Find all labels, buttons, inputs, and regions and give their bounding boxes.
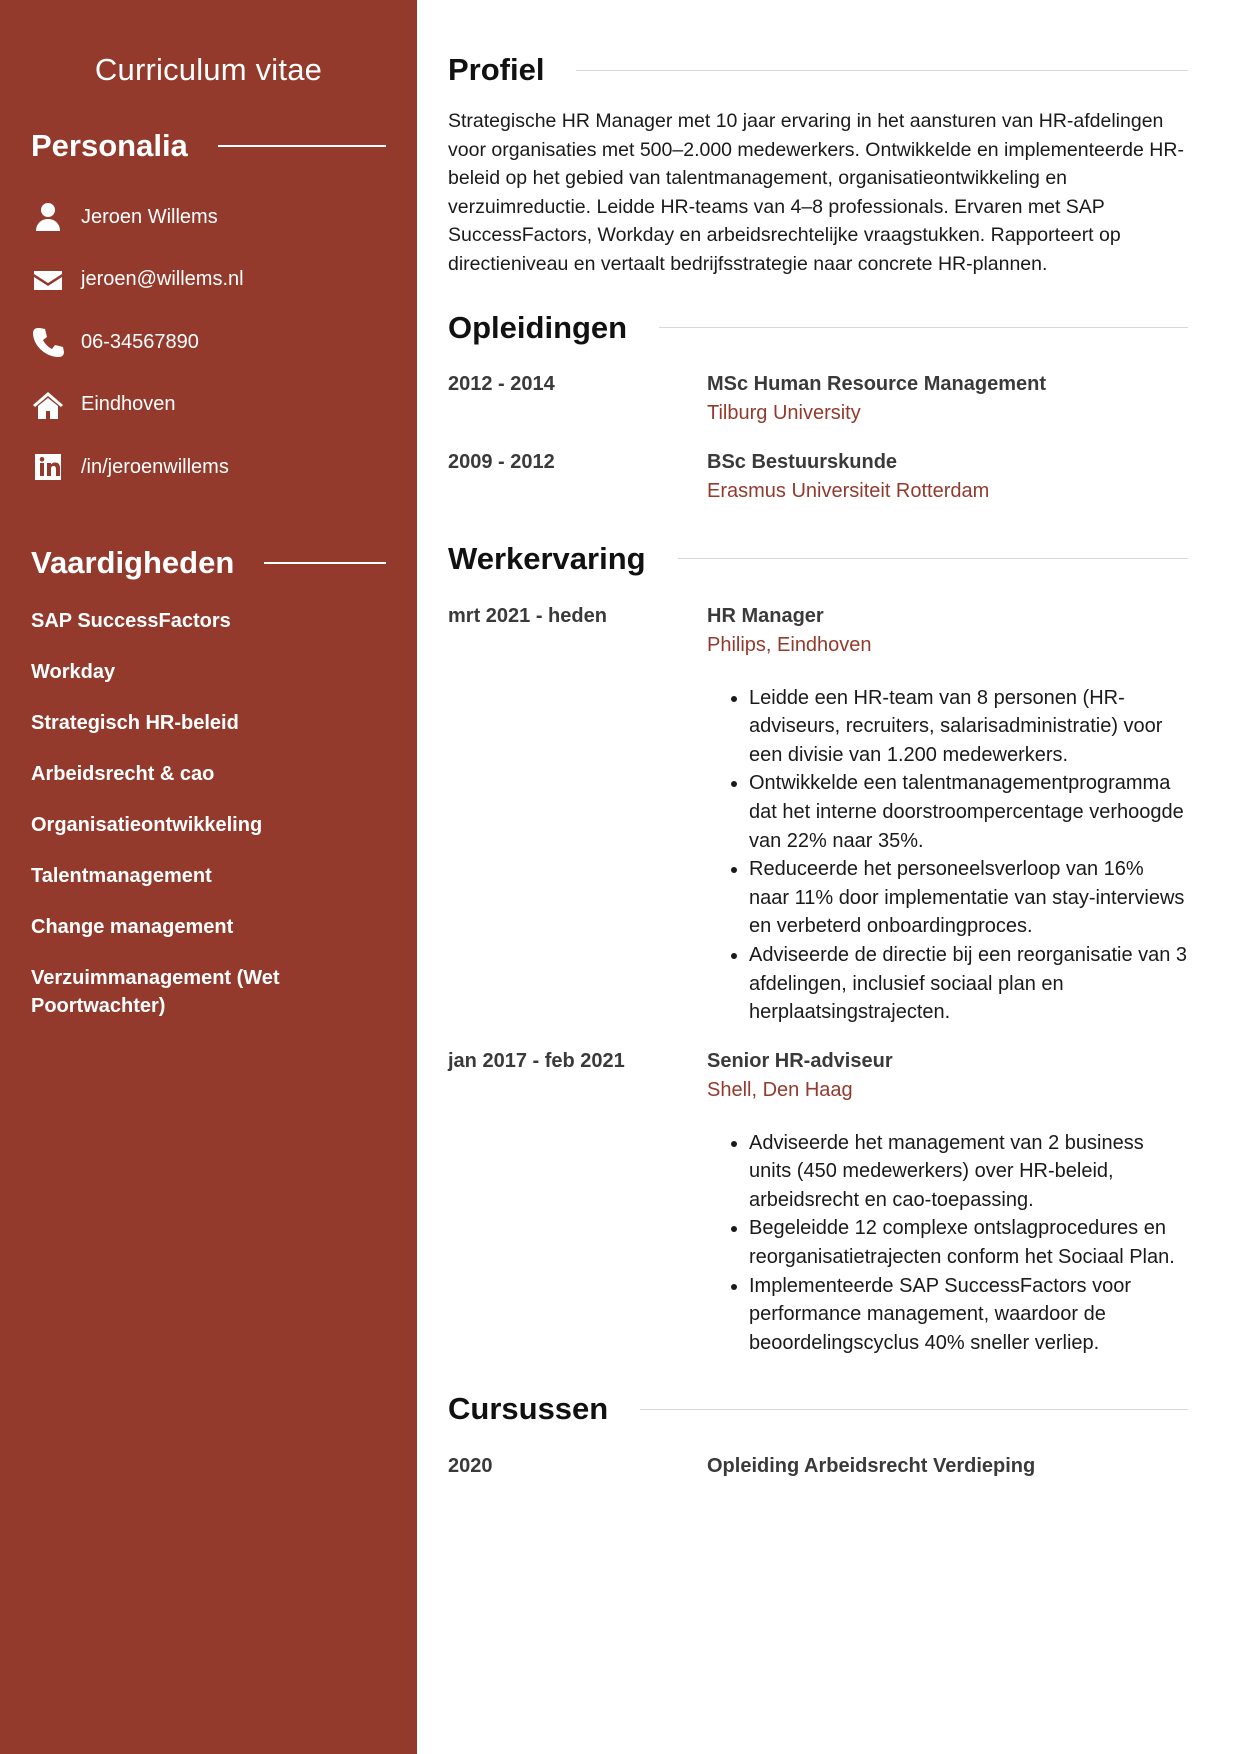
- experience-item: [448, 1047, 1188, 1358]
- education-title: MSc Human Resource Management: [707, 372, 1046, 395]
- main-content: [448, 0, 1188, 1481]
- contact-location-text: Eindhoven: [81, 393, 176, 416]
- courses-heading: [448, 1391, 1188, 1427]
- education-institution: Erasmus Universiteit Rotterdam: [707, 479, 990, 502]
- sidebar: [0, 0, 417, 1754]
- list-item: • Implementeerde SAP SuccessFactors voor performance management, waardoor de beoordelingscyclus 40% sneller verliep.: [749, 1272, 1188, 1358]
- list-item: • Begeleidde 12 complexe ontslagprocedures en reorganisatietrajecten conform het Sociaal Plan.: [749, 1214, 1188, 1271]
- education-item: [448, 448, 1188, 506]
- education-title: BSc Bestuurskunde: [707, 450, 898, 473]
- course-info: [707, 1452, 1188, 1481]
- envelope-icon: [31, 263, 65, 297]
- heading-divider: [218, 145, 386, 147]
- personalia-heading: [31, 128, 386, 164]
- experience-bullets: [707, 684, 1188, 1027]
- contact-email-text[interactable]: jeroen@willems.nl: [81, 268, 244, 291]
- skill-item: Change management: [31, 915, 234, 938]
- profile-heading-text: Profiel: [448, 52, 545, 87]
- home-icon: [31, 388, 65, 422]
- contact-phone[interactable]: [31, 311, 386, 374]
- skill-item: Organisatieontwikkeling: [31, 813, 263, 836]
- experience-title: Senior HR-adviseur: [707, 1049, 893, 1072]
- experience-company: Shell, Den Haag: [707, 1078, 853, 1101]
- education-info: [707, 448, 1188, 506]
- profile-text: Strategische HR Manager met 10 jaar ervaring in het aansturen van HR-afdelingen voor organisaties met 500–2.000 medewerkers. Ontwikkelde en implementeerde HR-beleid op het gebied van talentmanagement, organisatieontwikkeling en verzuimreductie. Leidde HR-teams van 4–8 professionals. Ervaren met SAP SuccessFactors, Workday en arbeidsrechtelijke vraagstukken. Rapporteert op directieniveau en vertaalt bedrijfsstrategie naar concrete HR-plannen.: [448, 110, 1184, 275]
- education-item: [448, 370, 1188, 428]
- phone-icon: [31, 325, 65, 359]
- experience-date: mrt 2021 - heden: [448, 604, 607, 627]
- list-item: • Leidde een HR-team van 8 personen (HR-adviseurs, recruiters, salarisadministratie) voor een divisie van 1.200 medewerkers.: [749, 684, 1188, 770]
- skills-list: [31, 607, 386, 1020]
- skill-item: SAP SuccessFactors: [31, 609, 231, 632]
- list-item: • Adviseerde de directie bij een reorganisatie van 3 afdelingen, inclusief sociaal plan en herplaatsingstrajecten.: [749, 941, 1188, 1027]
- heading-divider: [640, 1409, 1188, 1410]
- skill-item: Talentmanagement: [31, 864, 212, 887]
- contact-phone-text[interactable]: 06-34567890: [81, 330, 199, 353]
- heading-divider: [659, 327, 1188, 328]
- education-date: 2012 - 2014: [448, 372, 555, 395]
- course-date: 2020: [448, 1455, 493, 1478]
- profile-section: [448, 52, 1188, 279]
- contact-linkedin[interactable]: [31, 436, 386, 499]
- experience-section: [448, 541, 1188, 1358]
- education-info: [707, 370, 1188, 428]
- courses-heading-text: Cursussen: [448, 1391, 609, 1427]
- list-item: • Adviseerde het management van 2 business units (450 medewerkers) over HR-beleid, arbeidsrecht en cao-toepassing.: [749, 1129, 1188, 1215]
- experience-company: Philips, Eindhoven: [707, 633, 872, 656]
- courses-section: [448, 1391, 1188, 1481]
- heading-divider: [264, 562, 386, 564]
- experience-date: jan 2017 - feb 2021: [448, 1049, 625, 1072]
- experience-title: HR Manager: [707, 604, 824, 627]
- heading-divider: [678, 558, 1188, 559]
- experience-item: [448, 602, 1188, 1027]
- profile-heading: [448, 52, 1188, 88]
- education-institution: Tilburg University: [707, 401, 861, 424]
- contact-location: [31, 374, 386, 437]
- skill-item: Strategisch HR-beleid: [31, 711, 239, 734]
- skills-heading: [31, 545, 386, 581]
- contact-name: [31, 186, 386, 249]
- experience-heading-text: Werkervaring: [448, 540, 646, 576]
- experience-bullets: [707, 1129, 1188, 1358]
- contact-list: [31, 186, 386, 499]
- contact-email[interactable]: [31, 249, 386, 312]
- cv-title: Curriculum vitae: [94, 52, 323, 87]
- linkedin-icon: [31, 450, 65, 484]
- personalia-heading-text: Personalia: [31, 128, 188, 163]
- education-heading-text: Opleidingen: [448, 309, 628, 345]
- list-item: • Reduceerde het personeelsverloop van 16% naar 11% door implementatie van stay-interviews en verbeterd onboardingproces.: [749, 855, 1188, 941]
- experience-info: [707, 602, 1188, 1027]
- contact-name-text: Jeroen Willems: [81, 205, 218, 228]
- skill-item: Verzuimmanagement (Wet Poortwachter): [31, 966, 280, 1017]
- course-title: Opleiding Arbeidsrecht Verdieping: [707, 1455, 1036, 1478]
- education-date: 2009 - 2012: [448, 450, 555, 473]
- education-heading: [448, 310, 1188, 346]
- list-item: • Ontwikkelde een talentmanagementprogramma dat het interne doorstroompercentage verhoogde van 22% naar 35%.: [749, 769, 1188, 855]
- user-icon: [31, 200, 65, 234]
- experience-info: [707, 1047, 1188, 1358]
- skills-heading-text: Vaardigheden: [31, 544, 235, 580]
- heading-divider: [576, 70, 1188, 71]
- education-section: [448, 310, 1188, 506]
- experience-heading: [448, 541, 1188, 577]
- contact-linkedin-text[interactable]: /in/jeroenwillems: [81, 455, 229, 478]
- skill-item: Workday: [31, 660, 116, 683]
- skill-item: Arbeidsrecht & cao: [31, 762, 215, 785]
- course-item: [448, 1452, 1188, 1481]
